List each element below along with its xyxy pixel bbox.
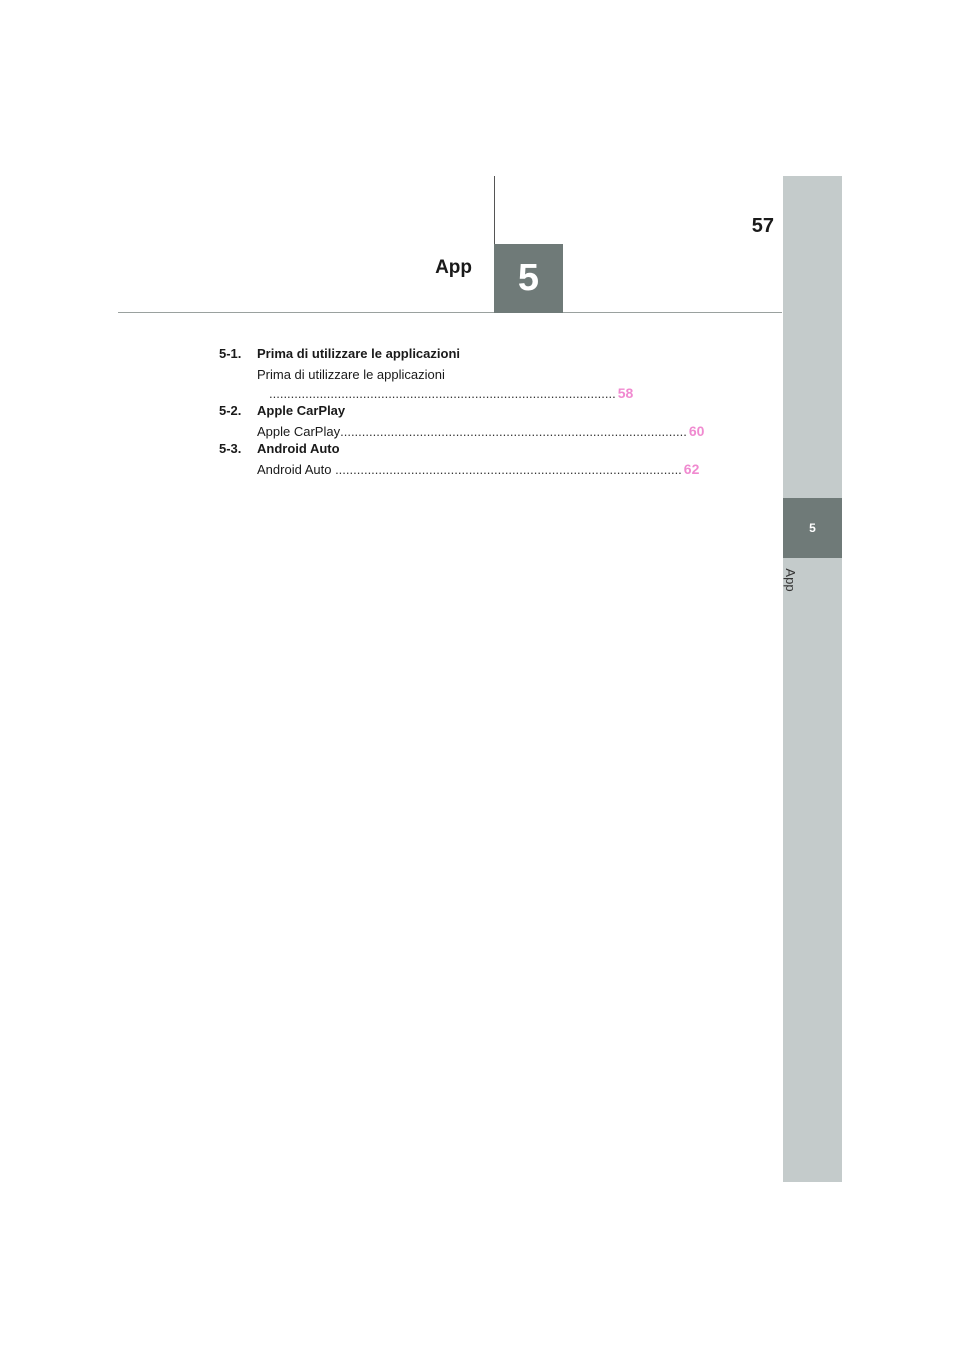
table-of-contents: [219, 346, 705, 479]
side-tab-number[interactable]: 5: [783, 498, 842, 558]
entry-text: Apple CarPlay: [257, 424, 341, 439]
page-reference-link[interactable]: 58: [617, 385, 634, 401]
side-strip: [783, 176, 842, 1182]
chapter-title: App: [435, 257, 472, 278]
toc-entry[interactable]: [257, 460, 700, 479]
section-title: Apple CarPlay: [257, 403, 346, 418]
page-reference-link[interactable]: 62: [683, 461, 700, 477]
section-number: 5-3.: [219, 441, 242, 456]
header-vertical-rule: [494, 176, 495, 246]
toc-entry[interactable]: [257, 365, 634, 403]
section-number: 5-1.: [219, 346, 242, 361]
entry-text: Prima di utilizzare le applicazioni: [257, 367, 445, 382]
toc-section-5-1: [219, 346, 634, 403]
dot-leader: ................................................................................................: [335, 462, 682, 477]
section-number: 5-2.: [219, 403, 242, 418]
toc-entry[interactable]: [257, 422, 705, 441]
toc-section-5-3: [219, 441, 700, 479]
header-horizontal-rule: [118, 312, 782, 313]
dot-leader: ................................................................................................: [269, 386, 616, 401]
toc-section-5-2: [219, 403, 705, 441]
chapter-number-box: 5: [494, 244, 563, 313]
section-title: Prima di utilizzare le applicazioni: [257, 346, 460, 361]
section-title: Android Auto: [257, 441, 340, 456]
side-tab-label: App: [783, 568, 799, 592]
entry-text: Android Auto: [257, 462, 336, 477]
page-number: 57: [751, 215, 774, 237]
dot-leader: ................................................................................................: [340, 424, 687, 439]
page-reference-link[interactable]: 60: [688, 423, 705, 439]
